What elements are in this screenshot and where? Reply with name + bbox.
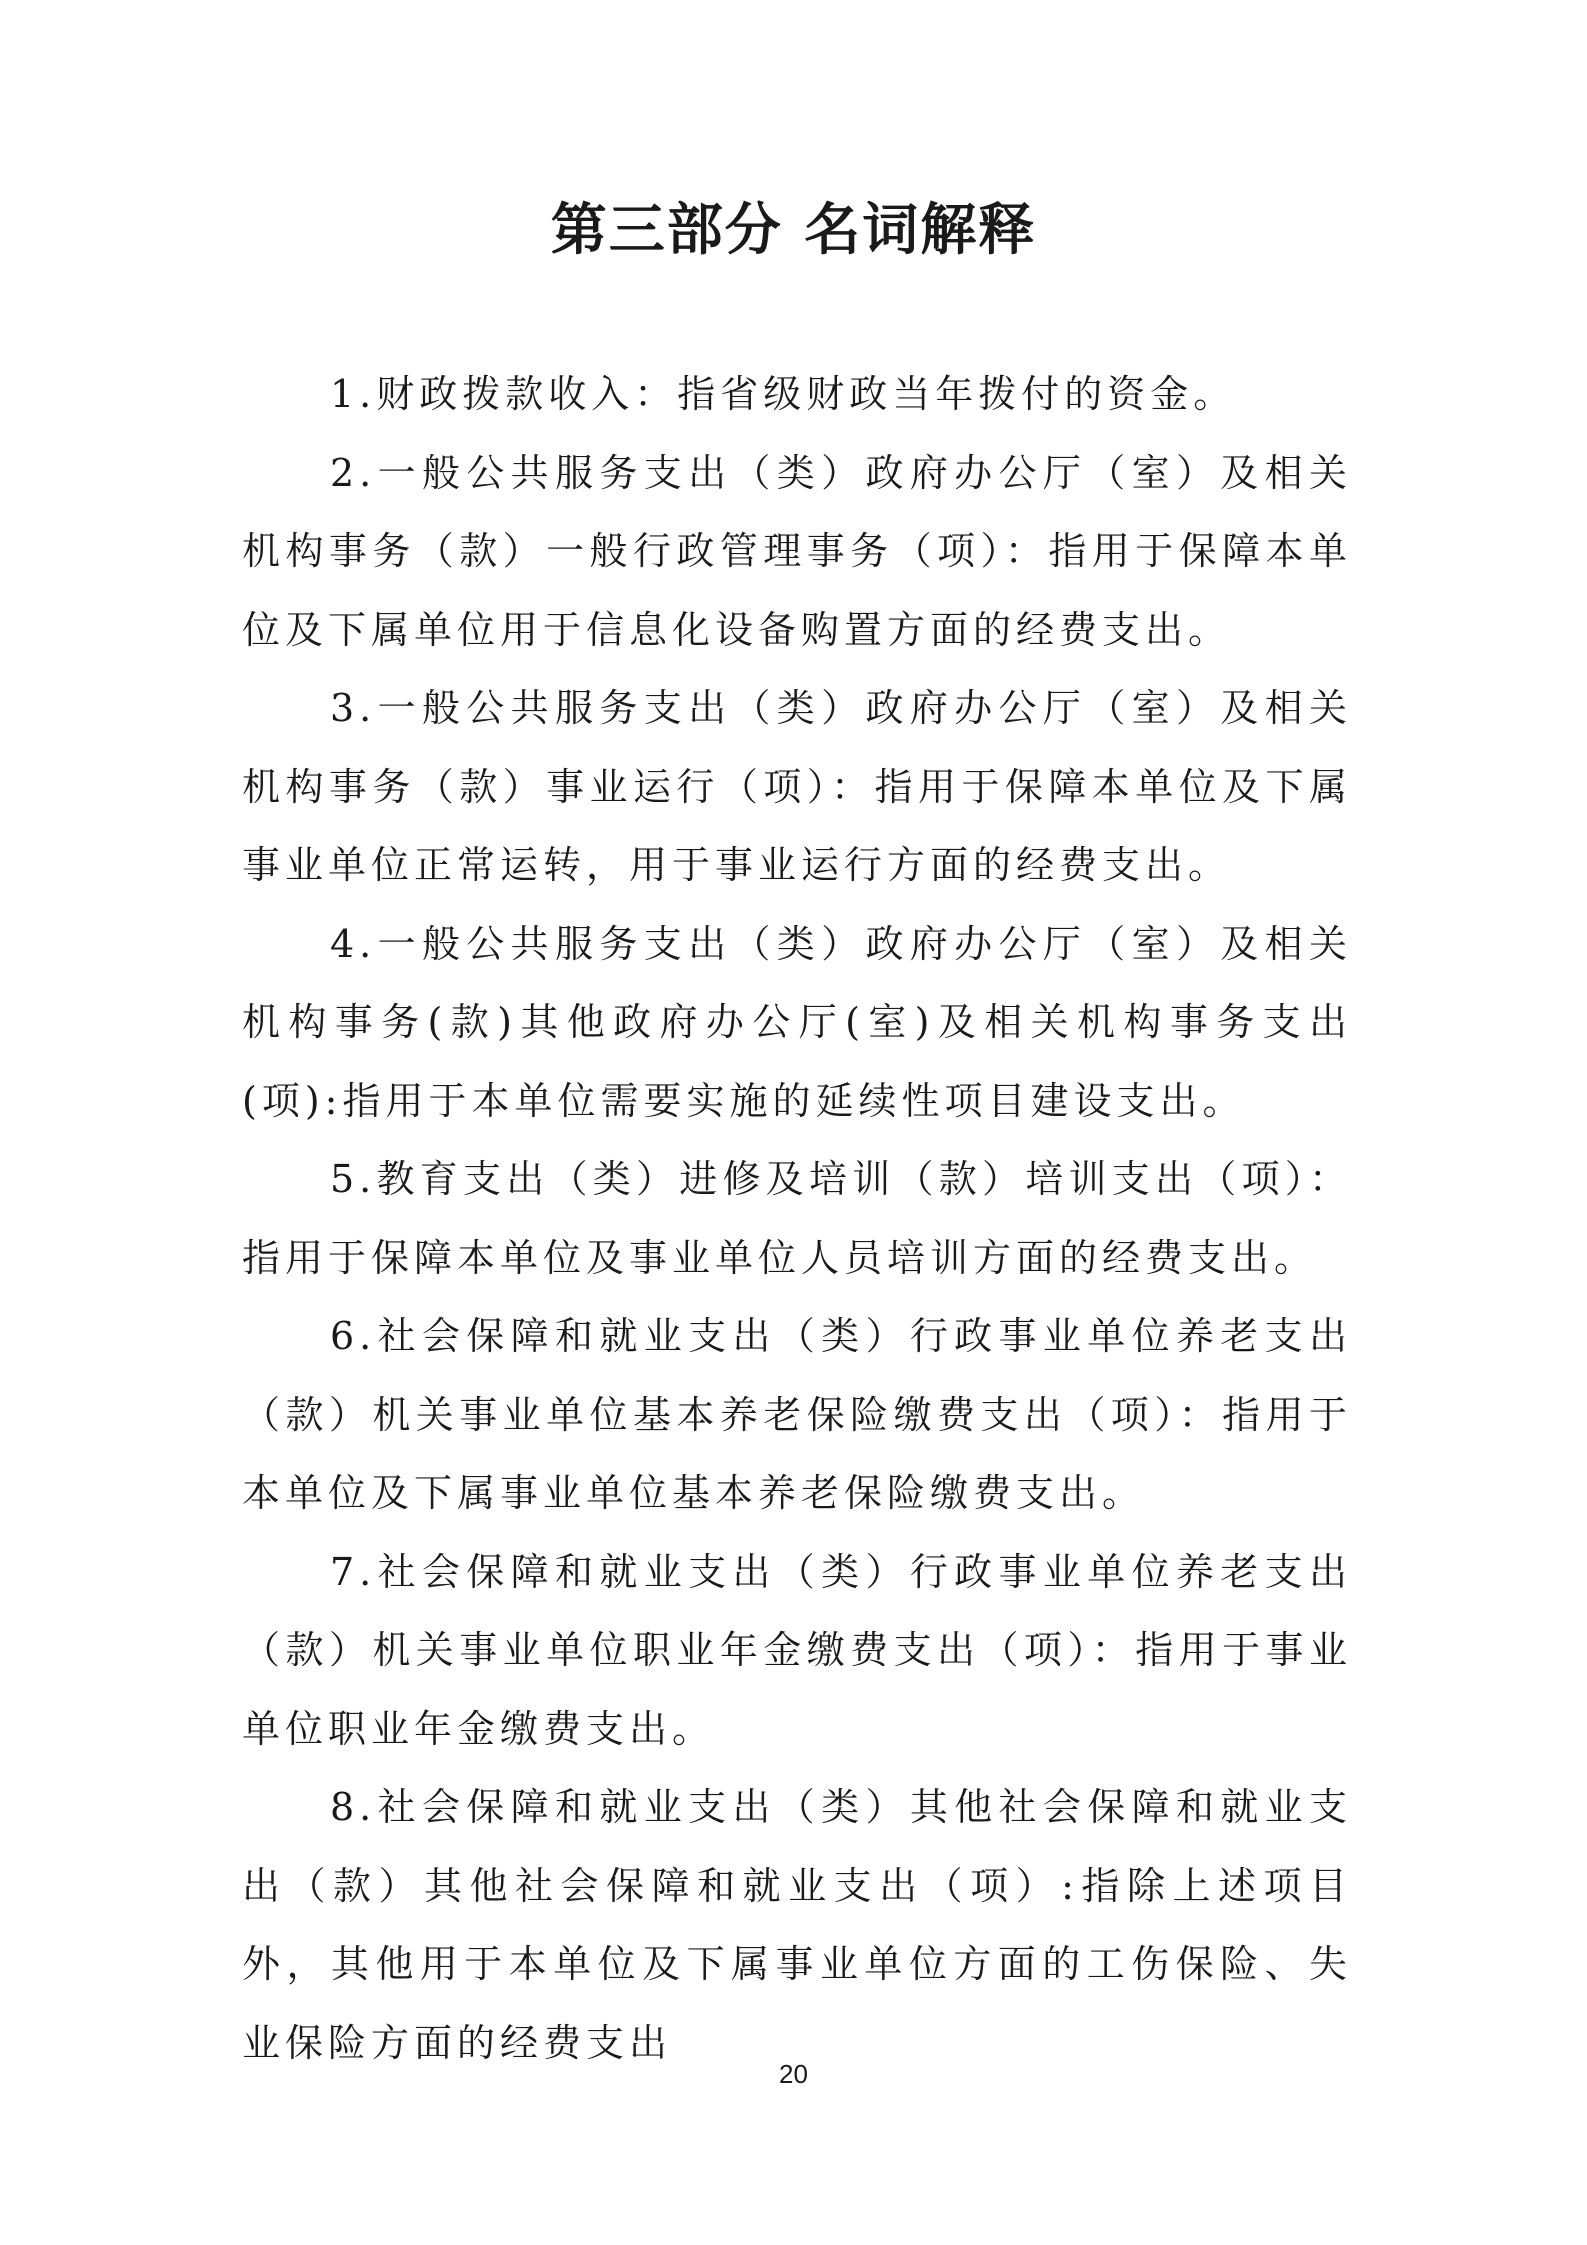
page-title: 第三部分 名词解释 xyxy=(550,197,1037,263)
page-number: 20 xyxy=(779,2059,808,2089)
definitions-body xyxy=(242,355,1352,2082)
definition-paragraph: 1.财政拨款收入：指省级财政当年拨付的资金。 xyxy=(330,372,1237,416)
definition-paragraph: 8.社会保障和就业支出（类）其他社会保障和就业支出（款）其他社会保障和就业支出（项）:指除上述项目外，其他用于本单位及下属事业单位方面的工伤保险、失业保险方面的经费支出 xyxy=(242,1785,1352,2065)
definition-paragraph: 5.教育支出（类）进修及培训（款）培训支出（项）：指用于保障本单位及事业单位人员培训方面的经费支出。 xyxy=(242,1157,1352,1280)
definition-paragraph: 3.一般公共服务支出（类）政府办公厅（室）及相关机构事务（款）事业运行（项）：指用于保障本单位及下属事业单位正常运转，用于事业运行方面的经费支出。 xyxy=(242,686,1352,887)
definition-paragraph: 7.社会保障和就业支出（类）行政事业单位养老支出（款）机关事业单位职业年金缴费支出（项）：指用于事业单位职业年金缴费支出。 xyxy=(242,1549,1352,1751)
definition-paragraph: 6.社会保障和就业支出（类）行政事业单位养老支出（款）机关事业单位基本养老保险缴费支出（项）：指用于本单位及下属事业单位基本养老保险缴费支出。 xyxy=(242,1314,1352,1515)
definition-paragraph: 2.一般公共服务支出（类）政府办公厅（室）及相关机构事务（款）一般行政管理事务（项）：指用于保障本单位及下属单位用于信息化设备购置方面的经费支出。 xyxy=(242,450,1352,652)
definition-paragraph: 4.一般公共服务支出（类）政府办公厅（室）及相关机构事务(款)其他政府办公厅(室)及相关机构事务支出(项):指用于本单位需要实施的延续性项目建设支出。 xyxy=(242,921,1352,1123)
